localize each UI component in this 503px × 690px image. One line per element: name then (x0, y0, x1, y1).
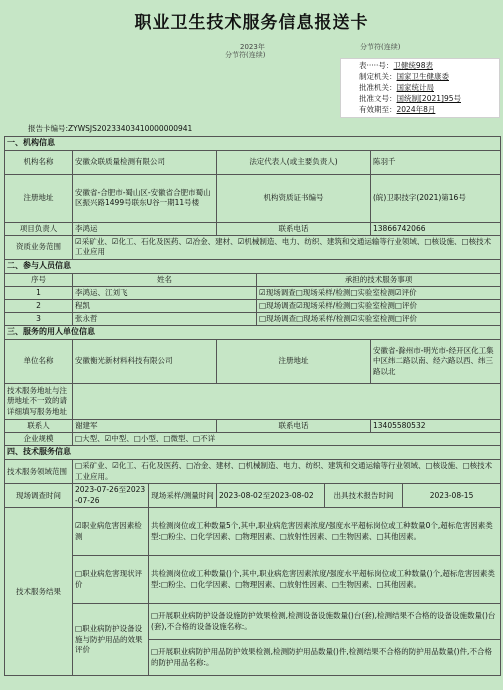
name-header: 姓名 (73, 273, 257, 286)
contact-value: 谢建军 (73, 420, 217, 433)
section-break-ghost: 分节符(连续) (225, 51, 266, 59)
result-text: □开展职业病防护用品防护效果检测,检测防护用品数量()件,检测结果不合格的防护用品数量()件,不合格的防护用品名称:。 (149, 640, 501, 676)
reg-addr-label: 注册地址 (5, 174, 73, 222)
table-row (5, 313, 501, 326)
contact-phone-value: 13405580532 (371, 420, 501, 433)
seq-cell: 3 (5, 313, 73, 326)
unit-name-value: 安徽衡光新材料科技有限公司 (73, 340, 217, 384)
name-cell: 李鸿运、江刘飞 (73, 286, 257, 299)
domain-label: 技术服务领域范围 (5, 460, 73, 484)
info-form (4, 136, 501, 676)
service-cell: ☑现场调查□现场采样/检测□实验室检测☑评价 (257, 286, 501, 299)
meta-line: 批准机关：国家统计局 (359, 82, 434, 92)
year-ghost: 2023年 (240, 43, 265, 51)
contact-phone-label: 联系电话 (217, 420, 371, 433)
legal-rep-value: 陈羽千 (371, 150, 501, 174)
result-text: 共检测岗位或工种数量()个,其中,职业病危害因素浓度/强度水平超标岗位或工种数量()个,超标危害因素类型:□粉尘、□化学因素、□物理因素、□放射性因素、□生物因素、□其他因素。 (149, 556, 501, 604)
form-metadata (340, 58, 500, 118)
service-addr-value (73, 384, 501, 420)
name-cell: 张永哲 (73, 313, 257, 326)
result-type-label: ☑职业病危害因素检测 (73, 508, 149, 556)
result-row (5, 556, 501, 604)
cert-value: (皖)卫职技字(2021)第16号 (371, 174, 501, 222)
phone-value: 13866742066 (371, 222, 501, 235)
size-value: □大型、☑中型、□小型、□微型、□不详 (73, 433, 501, 446)
service-header: 承担的技术服务事项 (257, 273, 501, 286)
table-row (5, 286, 501, 299)
result-text: □开展职业病防护设备设施防护效果检测,检测设备设施数量()台(套),检测结果不合格的设备设施数量()台(套),不合格的设备设施名称:。 (149, 604, 501, 640)
result-type-label: □职业病防护设备设施与防护用品的效果评价 (73, 604, 149, 676)
meta-line: 有效期至：2024年8月 (359, 104, 436, 114)
meta-line: 制定机关：国家卫生健康委 (359, 71, 449, 81)
size-label: 企业规模 (5, 433, 73, 446)
section-break-ghost-2: 分节符(连续) (360, 43, 401, 51)
report-time-value: 2023-08-15 (403, 484, 501, 508)
reg-addr-value: 安徽省-合肥市-蜀山区-安徽省合肥市蜀山区振兴路1499号联东U谷一期11号楼 (73, 174, 217, 222)
report-number: 报告卡编号:ZYWSJS20233403410000000941 (28, 124, 193, 133)
meta-line: 批准文号：国统制[2021]95号 (359, 93, 461, 103)
sample-time-label: 现场采样/测量时间 (149, 484, 217, 508)
name-cell: 程凯 (73, 299, 257, 312)
sample-time-value: 2023-08-02至2023-08-02 (217, 484, 325, 508)
section-1-title: 一、机构信息 (5, 137, 501, 151)
form-title: 职业卫生技术服务信息报送卡 (134, 13, 369, 33)
seq-cell: 2 (5, 299, 73, 312)
pm-value: 李鸿运 (73, 222, 217, 235)
result-label: 技术服务结果 (5, 508, 73, 676)
legal-rep-label: 法定代表人(或主要负责人) (217, 150, 371, 174)
unit-reg-label: 注册地址 (217, 340, 371, 384)
result-row (5, 604, 501, 640)
section-4-title: 四、技术服务信息 (5, 446, 501, 460)
service-cell: □现场调查□现场采样/检测☑实验室检测□评价 (257, 313, 501, 326)
survey-time-value: 2023-07-26至2023-07-26 (73, 484, 149, 508)
service-cell: □现场调查☑现场采样/检测□实验室检测□评价 (257, 299, 501, 312)
unit-name-label: 单位名称 (5, 340, 73, 384)
scope-label: 资质业务范围 (5, 235, 73, 259)
scope-value: ☑采矿业、☑化工、石化及医药、☑冶金、建材、☑机械制造、电力、纺织、建筑和交通运输等行业领域、□核设施、□核技术工业应用 (73, 235, 501, 259)
table-row (5, 299, 501, 312)
result-type-label: □职业病危害现状评价 (73, 556, 149, 604)
phone-label: 联系电话 (217, 222, 371, 235)
cert-label: 机构资质证书编号 (217, 174, 371, 222)
meta-line: 表·····号：卫健统98表 (359, 61, 433, 70)
service-addr-label: 技术服务地址与注册地址不一致的请详细填写服务地址 (5, 384, 73, 420)
domain-value: □采矿业、☑化工、石化及医药、□冶金、建材、□机械制造、电力、纺织、建筑和交通运输等行业领域、□核设施、□核技术工业应用。 (73, 460, 501, 484)
seq-header: 序号 (5, 273, 73, 286)
unit-reg-value: 安徽省-滁州市-明光市-经开区化工集中区纬二路以南、经六路以西、纬三路以北 (371, 340, 501, 384)
survey-time-label: 现场调查时间 (5, 484, 73, 508)
result-row (5, 508, 501, 556)
contact-label: 联系人 (5, 420, 73, 433)
org-name-value: 安徽众联质量检测有限公司 (73, 150, 217, 174)
report-time-label: 出具技术报告时间 (325, 484, 403, 508)
section-3-title: 三、服务的用人单位信息 (5, 326, 501, 340)
pm-label: 项目负责人 (5, 222, 73, 235)
result-text: 共检测岗位或工种数量5个,其中,职业病危害因素浓度/强度水平超标岗位或工种数量0个,超标危害因素类型:□粉尘、□化学因素、□物理因素、□放射性因素、□生物因素、□其他因素。 (149, 508, 501, 556)
org-name-label: 机构名称 (5, 150, 73, 174)
section-2-title: 二、参与人员信息 (5, 259, 501, 273)
seq-cell: 1 (5, 286, 73, 299)
